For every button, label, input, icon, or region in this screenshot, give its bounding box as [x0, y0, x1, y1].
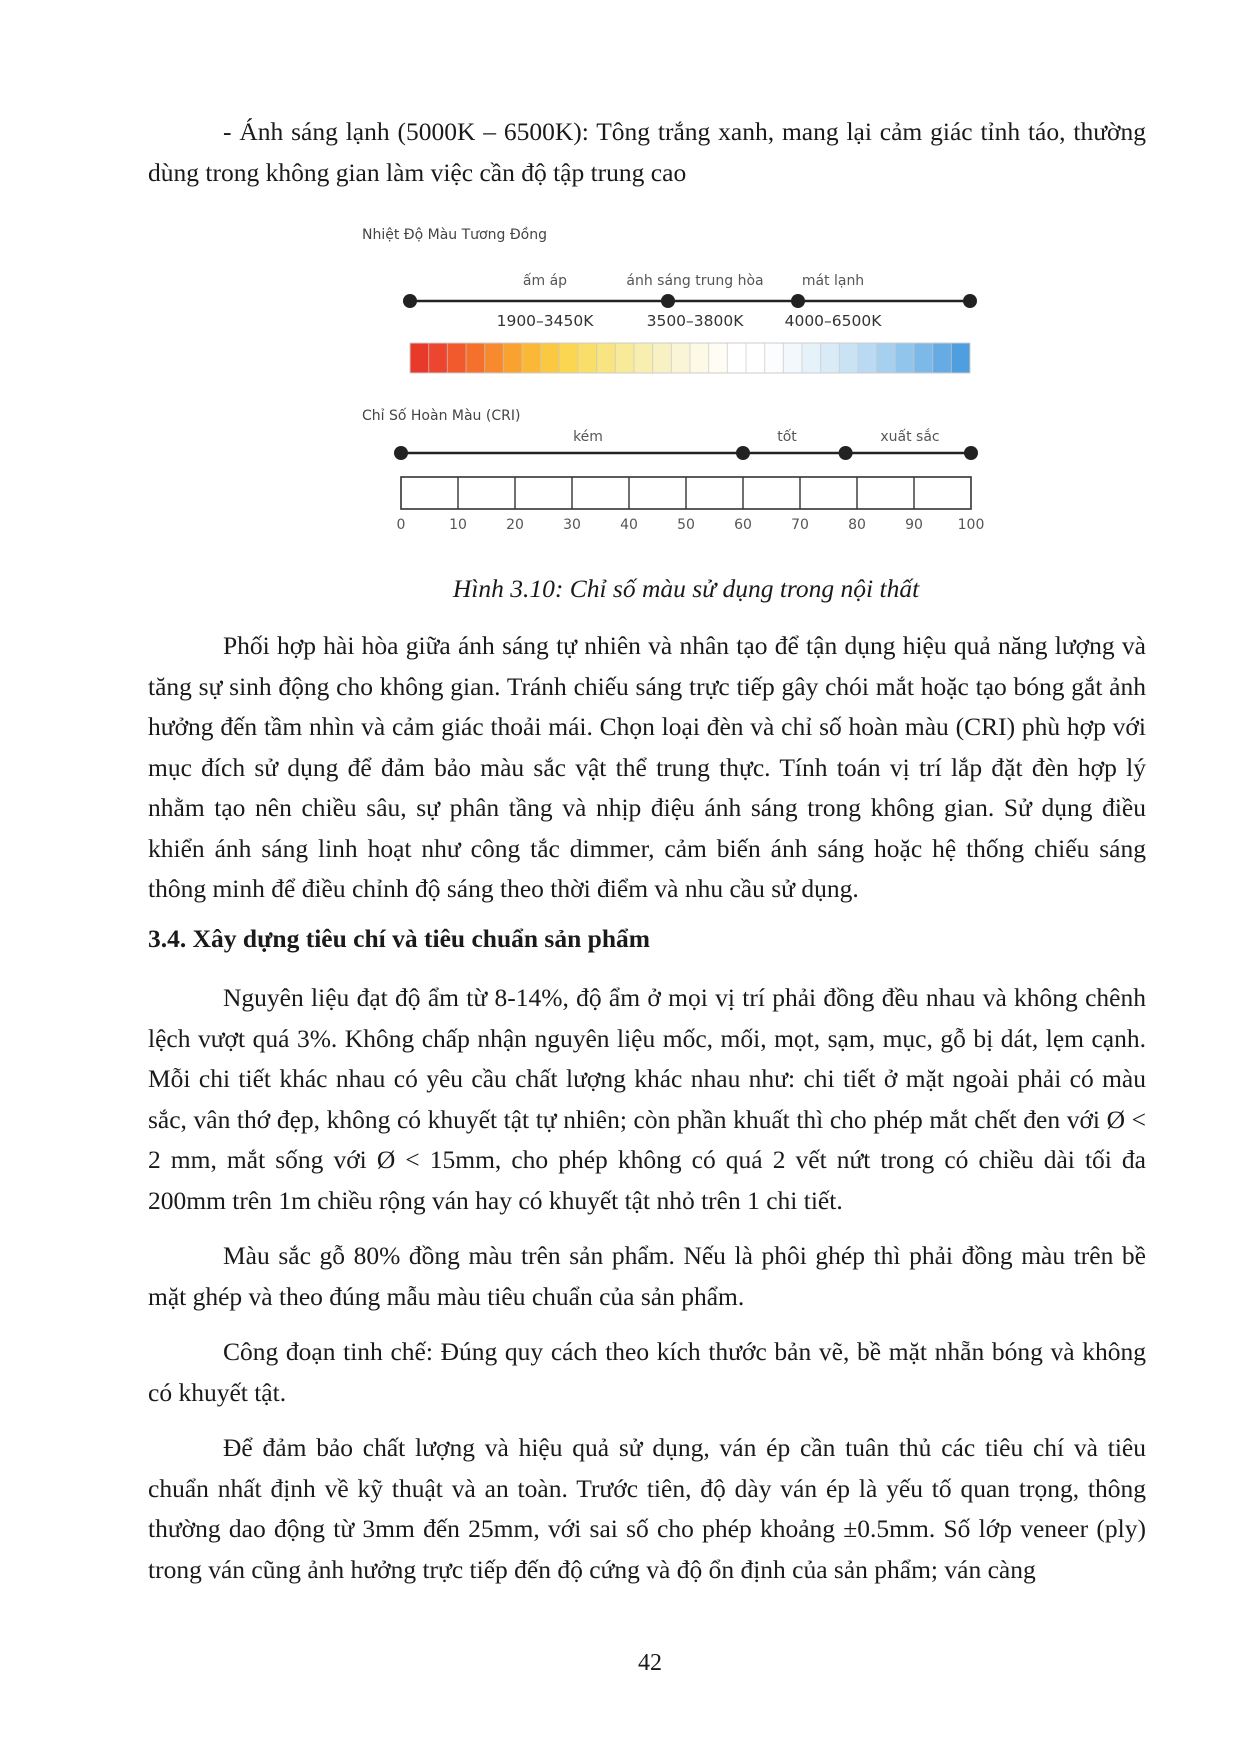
cri-label-excellent: xuất sắc — [880, 429, 940, 445]
cri-label-poor: kém — [573, 429, 603, 445]
cct-marker-neutral — [661, 294, 675, 308]
figure-caption: Hình 3.10: Chỉ số màu sử dụng trong nội thất — [452, 574, 920, 603]
cri-tick-label: 20 — [506, 517, 524, 533]
cri-tick-label: 40 — [620, 517, 638, 533]
paragraph-1: Phối hợp hài hòa giữa ánh sáng tự nhiên và nhân tạo để tận dụng hiệu quả năng lượng và tăng sự sinh động cho không gian. Tránh chiếu sáng trực tiếp gây chói mắt hoặc tạo bóng gắt ảnh hưởng đến tầm nhìn và cảm giác thoải mái. Chọn loại đèn và chỉ số hoàn màu (CRI) phù hợp với mục đích sử dụng để đảm bảo màu sắc vật thể trung thực. Tính toán vị trí lắp đặt đèn hợp lý nhằm tạo nên chiều sâu, sự phân tầng và nhịp điệu ánh sáng trong không gian. Sử dụng điều khiển ánh sáng linh hoạt như công tắc dimmer, cảm biến ánh sáng hoặc hệ thống chiếu sáng thông minh để điều chỉnh độ sáng theo thời điểm và nhu cầu sử dụng. — [148, 631, 1146, 903]
cct-gradient-bar — [410, 343, 971, 373]
gradient-swatch — [522, 343, 541, 373]
gradient-swatch — [559, 343, 578, 373]
page-number: 42 — [638, 1650, 662, 1676]
cri-tick-label: 80 — [848, 517, 866, 533]
cri-marker — [964, 446, 978, 460]
paragraph-4: Công đoạn tinh chế: Đúng quy cách theo kích thước bản vẽ, bề mặt nhẵn bóng và không có khuyết tật. — [148, 1337, 1146, 1407]
gradient-swatch — [503, 343, 522, 373]
gradient-swatch — [429, 343, 448, 373]
intro-paragraph: - Ánh sáng lạnh (5000K – 6500K): Tông trắng xanh, mang lại cảm giác tỉnh táo, thường dùng trong không gian làm việc cần độ tập trung cao — [148, 117, 1146, 187]
cct-range-neutral: 3500–3800K — [646, 312, 744, 330]
cri-scale — [397, 477, 985, 533]
gradient-swatch — [877, 343, 896, 373]
paragraph-5: Để đảm bảo chất lượng và hiệu quả sử dụng, ván ép cần tuân thủ các tiêu chí và tiêu chuẩn nhất định về kỹ thuật và an toàn. Trước tiên, độ dày ván ép là yếu tố quan trọng, thông thường dao động từ 3mm đến 25mm, với sai số cho phép khoảng ±0.5mm. Số lớp veneer (ply) trong ván cũng ảnh hưởng trực tiếp đến độ cứng và độ ổn định của sản phẩm; ván càng — [148, 1433, 1146, 1584]
gradient-swatch — [746, 343, 765, 373]
gradient-swatch — [765, 343, 784, 373]
gradient-swatch — [783, 343, 802, 373]
section-heading: 3.4. Xây dựng tiêu chí và tiêu chuẩn sản phẩm — [148, 924, 651, 953]
paragraph-3: Màu sắc gỗ 80% đồng màu trên sản phẩm. Nếu là phôi ghép thì phải đồng màu trên bề mặt ghép và theo đúng mẫu màu tiêu chuẩn của sản phẩm. — [148, 1241, 1146, 1311]
gradient-swatch — [578, 343, 597, 373]
cri-tick-label: 0 — [396, 517, 406, 533]
cct-range-cool: 4000–6500K — [784, 312, 882, 330]
cri-tick-label: 70 — [791, 517, 809, 533]
gradient-swatch — [690, 343, 709, 373]
gradient-swatch — [709, 343, 728, 373]
gradient-swatch — [933, 343, 952, 373]
gradient-swatch — [615, 343, 634, 373]
gradient-swatch — [597, 343, 616, 373]
cct-label-cool: mát lạnh — [801, 273, 865, 289]
gradient-swatch — [653, 343, 672, 373]
gradient-swatch — [951, 343, 970, 373]
cri-marker — [839, 446, 853, 460]
gradient-swatch — [914, 343, 933, 373]
cri-title: Chỉ Số Hoàn Màu (CRI) — [362, 408, 521, 424]
paragraph-2: Nguyên liệu đạt độ ẩm từ 8-14%, độ ẩm ở mọi vị trí phải đồng đều nhau và không chênh lệch vượt quá 3%. Không chấp nhận nguyên liệu mốc, mối, mọt, sạm, mục, gỗ bị dát, lẹm cạnh. Mỗi chi tiết khác nhau có yêu cầu chất lượng khác nhau như: chi tiết ở mặt ngoài phải có màu sắc, vân thớ đẹp, không có khuyết tật tự nhiên; còn phần khuất thì cho phép mắt chết đen với Ø < 2 mm, mắt sống với Ø < 15mm, cho phép không có quá 2 vết nứt trong có chiều dài tối đa 200mm trên 1m chiều rộng ván hay có khuyết tật nhỏ trên 1 chi tiết. — [148, 983, 1146, 1215]
cct-marker-cool — [791, 294, 805, 308]
cri-tick-label: 90 — [905, 517, 923, 533]
cct-title: Nhiệt Độ Màu Tương Đồng — [362, 227, 548, 243]
cri-tick-label: 60 — [734, 517, 752, 533]
cri-marker — [736, 446, 750, 460]
gradient-swatch — [895, 343, 914, 373]
cri-marker — [394, 446, 408, 460]
gradient-swatch — [634, 343, 653, 373]
cct-range-warm: 1900–3450K — [496, 312, 594, 330]
gradient-swatch — [802, 343, 821, 373]
gradient-swatch — [447, 343, 466, 373]
cct-marker-start — [403, 294, 417, 308]
cri-tick-label: 10 — [449, 517, 467, 533]
cct-label-neutral: ánh sáng trung hòa — [626, 273, 764, 289]
color-index-figure — [350, 220, 990, 540]
cri-tick-label: 50 — [677, 517, 695, 533]
cct-marker-end — [963, 294, 977, 308]
gradient-swatch — [858, 343, 877, 373]
gradient-swatch — [466, 343, 485, 373]
cri-tick-label: 100 — [957, 517, 985, 533]
gradient-swatch — [821, 343, 840, 373]
cri-tick-label: 30 — [563, 517, 581, 533]
gradient-swatch — [485, 343, 504, 373]
cri-label-good: tốt — [777, 429, 797, 445]
gradient-swatch — [727, 343, 746, 373]
gradient-swatch — [410, 343, 429, 373]
cct-label-warm: ấm áp — [522, 273, 568, 289]
gradient-swatch — [671, 343, 690, 373]
gradient-swatch — [839, 343, 858, 373]
gradient-swatch — [541, 343, 560, 373]
